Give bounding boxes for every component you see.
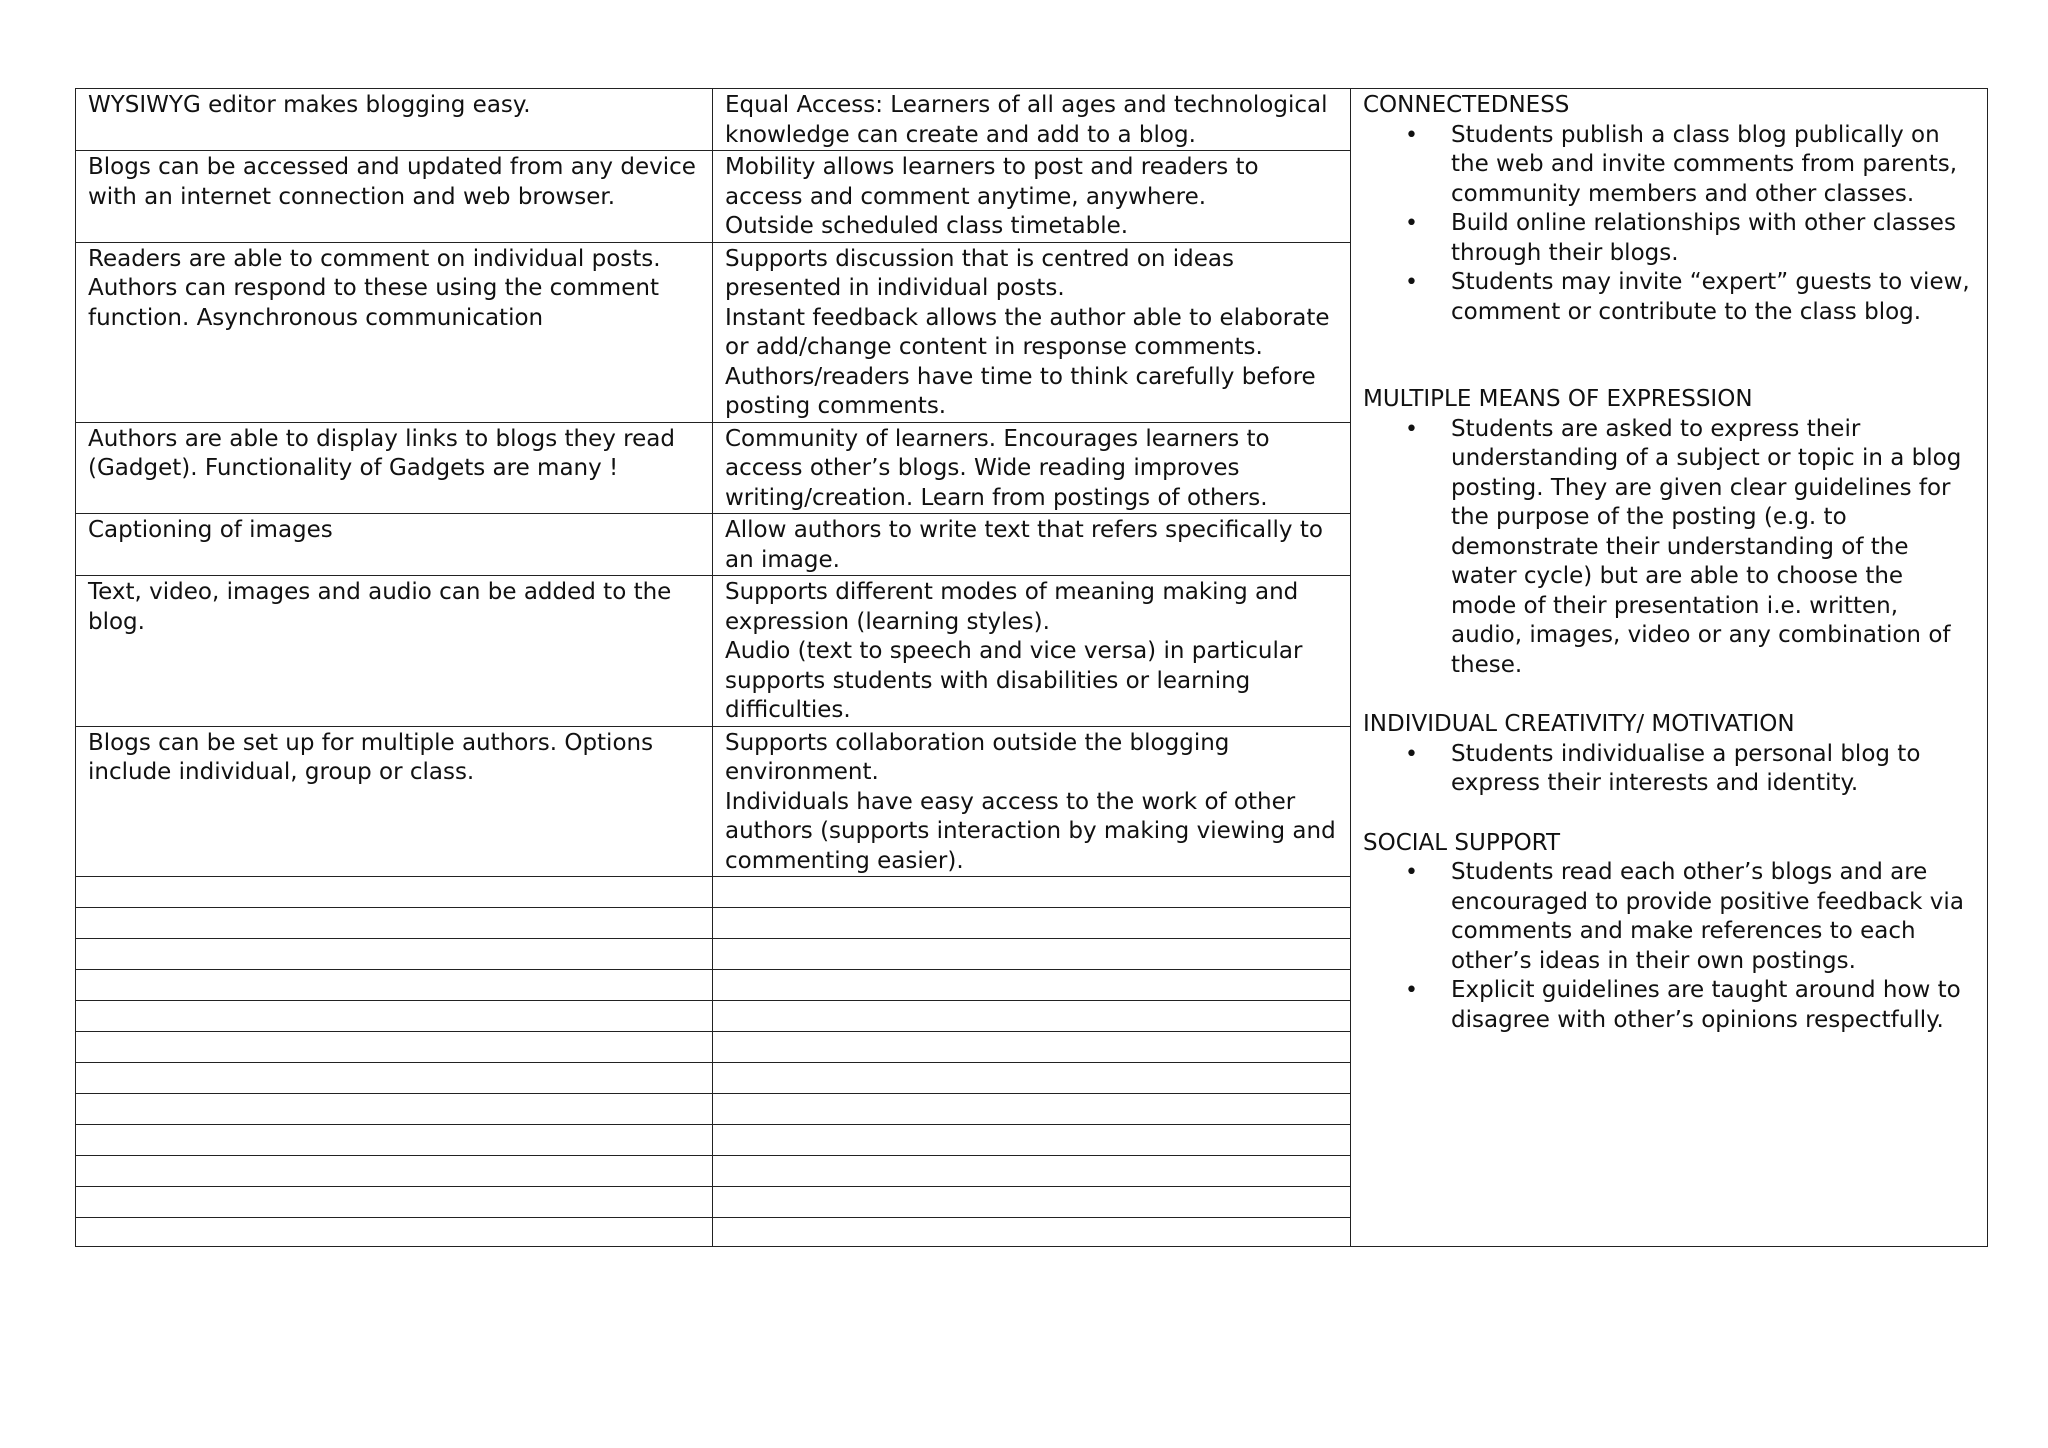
list-item-text: Students publish a class blog publically on the web and invite comments from parents, community members and other classes. xyxy=(1451,121,1958,207)
empty-cell xyxy=(76,877,713,908)
feature-text: WYSIWYG editor makes blogging easy. xyxy=(88,92,531,118)
empty-cell xyxy=(76,908,713,939)
empty-cell xyxy=(713,1032,1351,1063)
list-item xyxy=(1405,976,1975,1035)
benefit-cell xyxy=(713,151,1351,243)
benefit-text: Equal Access: Learners of all ages and technological knowledge can create and add to a blog. xyxy=(725,92,1328,148)
bullet-icon: • xyxy=(1405,416,1418,442)
feature-text: Readers are able to comment on individual posts. Authors can respond to these using the comment function. Asynchronous communication xyxy=(88,245,661,331)
empty-cell xyxy=(713,1094,1351,1125)
feature-cell xyxy=(76,514,713,576)
feature-text: Text, video, images and audio can be added to the blog. xyxy=(88,579,672,635)
benefit-cell xyxy=(713,89,1351,151)
empty-cell xyxy=(713,1125,1351,1156)
section-title: INDIVIDUAL CREATIVITY/ MOTIVATION xyxy=(1363,711,1795,737)
bullet-icon: • xyxy=(1405,860,1418,885)
empty-cell xyxy=(713,970,1351,1001)
empty-cell xyxy=(76,1032,713,1063)
feature-text: Captioning of images xyxy=(88,517,333,543)
benefit-text: Supports discussion that is centred on ideas presented in individual posts. Instant feedback allows the author able to elaborate or add/change content in response comments. Authors/readers have time to think carefully before posting comments. xyxy=(725,245,1330,419)
feature-cell xyxy=(76,576,713,727)
benefit-text: Supports collaboration outside the blogging environment. Individuals have easy access to the work of other authors (supports interaction by making viewing and commenting easier). xyxy=(725,729,1336,874)
empty-cell xyxy=(713,1156,1351,1187)
benefit-cell xyxy=(713,242,1351,422)
feature-cell xyxy=(76,242,713,422)
feature-cell xyxy=(76,151,713,243)
feature-text: Blogs can be accessed and updated from any device with an internet connection and web browser. xyxy=(88,154,696,210)
benefit-text: Mobility allows learners to post and readers to access and comment anytime, anywhere. Outside scheduled class timetable. xyxy=(725,154,1259,239)
list-item-text: Students may invite “expert” guests to view, comment or contribute to the class blog. xyxy=(1451,269,1970,325)
benefit-text: Supports different modes of meaning making and expression (learning styles). Audio (text to speech and vice versa) in particular supports students with disabilities or learning difficulties. xyxy=(725,579,1303,723)
empty-cell xyxy=(713,908,1351,939)
section-title: CONNECTEDNESS xyxy=(1363,92,1570,118)
empty-cell xyxy=(76,1125,713,1156)
blog-features-table xyxy=(75,88,1988,1247)
list-item xyxy=(1405,740,1975,799)
bullet-icon: • xyxy=(1405,270,1418,295)
benefit-text: Community of learners. Encourages learners to access other’s blogs. Wide reading improves writing/creation. Learn from postings of others. xyxy=(725,425,1270,511)
bullet-icon: • xyxy=(1405,122,1418,148)
empty-cell xyxy=(76,1001,713,1032)
list-item-text: Students read each other’s blogs and are encouraged to provide positive feedback via comments and make references to each other’s ideas in their own postings. xyxy=(1451,859,1964,974)
benefit-cell xyxy=(713,576,1351,727)
empty-cell xyxy=(76,1156,713,1187)
list-item-text: Explicit guidelines are taught around how to disagree with other’s opinions respectfully. xyxy=(1451,977,1961,1033)
table-row xyxy=(76,89,1988,151)
list-item xyxy=(1405,858,1975,976)
empty-cell xyxy=(76,1187,713,1218)
section-social-support xyxy=(1363,829,1975,1036)
bullet-icon: • xyxy=(1405,978,1418,1003)
list-item xyxy=(1405,209,1975,268)
bullet-list xyxy=(1363,858,1975,1035)
benefit-cell xyxy=(713,514,1351,576)
empty-cell xyxy=(76,1063,713,1094)
bullet-icon: • xyxy=(1405,211,1418,236)
list-item xyxy=(1405,415,1975,681)
list-item-text: Students individualise a personal blog to express their interests and identity. xyxy=(1451,740,1921,796)
benefit-cell xyxy=(713,422,1351,514)
benefit-cell xyxy=(713,726,1351,877)
bullet-list xyxy=(1363,415,1975,681)
empty-cell xyxy=(713,1187,1351,1218)
benefit-text: Allow authors to write text that refers specifically to an image. xyxy=(725,517,1323,573)
list-item xyxy=(1405,268,1975,327)
section-connectedness xyxy=(1363,91,1975,327)
empty-cell xyxy=(76,1094,713,1125)
feature-text: Blogs can be set up for multiple authors. Options include individual, group or class. xyxy=(88,729,654,785)
list-item-text: Students are asked to express their understanding of a subject or topic in a blog posting. They are given clear guidelines for the purpose of the posting (e.g. to demonstrate their understanding of the water cycle) but are able to choose the mode of their presentation i.e. written, audio, images, video or any combination of these. xyxy=(1451,415,1962,678)
section-multiple-means xyxy=(1363,385,1975,680)
section-creativity xyxy=(1363,710,1975,799)
empty-cell xyxy=(713,1063,1351,1094)
empty-cell xyxy=(76,1218,713,1247)
feature-cell xyxy=(76,726,713,877)
list-item-text: Build online relationships with other classes through their blogs. xyxy=(1451,210,1956,266)
empty-cell xyxy=(76,939,713,970)
section-title: SOCIAL SUPPORT xyxy=(1363,829,1561,856)
bullet-list xyxy=(1363,740,1975,799)
feature-text: Authors are able to display links to blogs they read (Gadget). Functionality of Gadgets are many ! xyxy=(88,425,675,481)
empty-cell xyxy=(713,1218,1351,1247)
feature-cell xyxy=(76,422,713,514)
empty-cell xyxy=(713,877,1351,908)
feature-cell xyxy=(76,89,713,151)
empty-cell xyxy=(76,970,713,1001)
bullet-icon: • xyxy=(1405,741,1418,767)
empty-cell xyxy=(713,939,1351,970)
empty-cell xyxy=(713,1001,1351,1032)
list-item xyxy=(1405,121,1975,210)
side-panel xyxy=(1351,89,1988,1247)
bullet-list xyxy=(1363,121,1975,328)
section-title: MULTIPLE MEANS OF EXPRESSION xyxy=(1363,386,1753,412)
